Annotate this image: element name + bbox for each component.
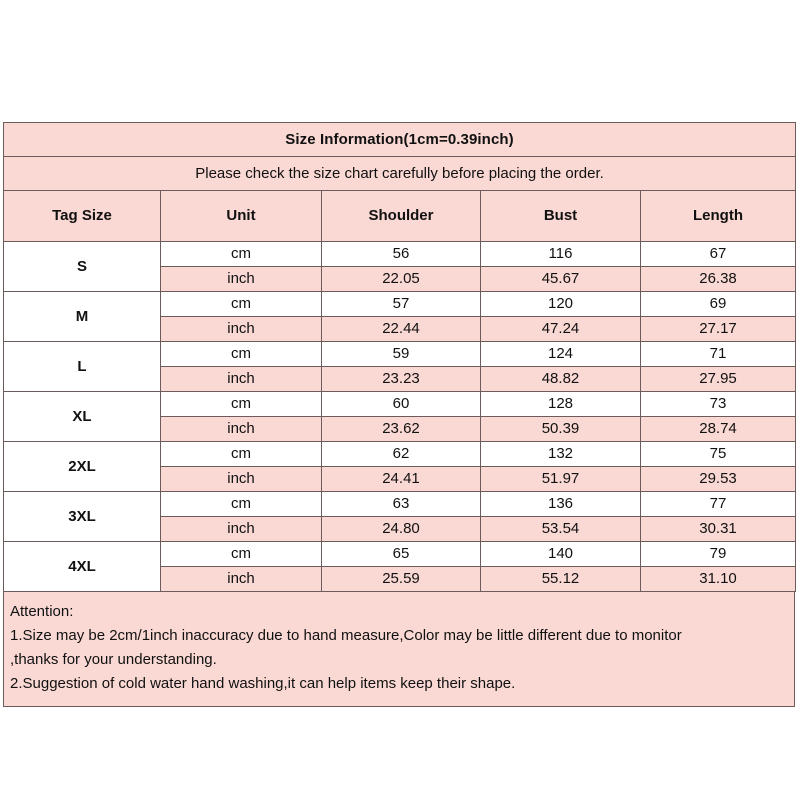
unit-value: inch (161, 467, 322, 492)
size-information-table (3, 122, 796, 592)
bust-value: 51.97 (481, 467, 641, 492)
length-value: 30.31 (641, 517, 796, 542)
column-header-unit: Unit (161, 191, 322, 242)
bust-value: 136 (481, 492, 641, 517)
shoulder-value: 24.41 (322, 467, 481, 492)
attention-heading: Attention: (10, 603, 74, 620)
unit-value: cm (161, 292, 322, 317)
length-value: 27.95 (641, 367, 796, 392)
length-value: 73 (641, 392, 796, 417)
column-header-shoulder: Shoulder (322, 191, 481, 242)
chart-title: Size Information(1cm=0.39inch) (4, 123, 796, 157)
shoulder-value: 22.44 (322, 317, 481, 342)
length-value: 26.38 (641, 267, 796, 292)
shoulder-value: 23.23 (322, 367, 481, 392)
bust-value: 53.54 (481, 517, 641, 542)
unit-value: cm (161, 492, 322, 517)
attention-line-2: ,thanks for your understanding. (10, 651, 217, 668)
shoulder-value: 60 (322, 392, 481, 417)
unit-value: cm (161, 242, 322, 267)
shoulder-value: 59 (322, 342, 481, 367)
length-value: 69 (641, 292, 796, 317)
unit-value: inch (161, 517, 322, 542)
attention-line-1: 1.Size may be 2cm/1inch inaccuracy due to hand measure,Color may be little different due to monitor (10, 627, 682, 644)
attention-line-3: 2.Suggestion of cold water hand washing,it can help items keep their shape. (10, 675, 516, 692)
shoulder-value: 22.05 (322, 267, 481, 292)
table-row (4, 492, 796, 517)
bust-value: 50.39 (481, 417, 641, 442)
length-value: 27.17 (641, 317, 796, 342)
unit-value: inch (161, 367, 322, 392)
shoulder-value: 63 (322, 492, 481, 517)
shoulder-value: 62 (322, 442, 481, 467)
shoulder-value: 25.59 (322, 567, 481, 592)
table-row (4, 392, 796, 417)
length-value: 31.10 (641, 567, 796, 592)
tag-size-value: 3XL (4, 492, 161, 542)
bust-value: 132 (481, 442, 641, 467)
unit-value: inch (161, 567, 322, 592)
shoulder-value: 57 (322, 292, 481, 317)
title-row (4, 123, 796, 157)
tag-size-value: 2XL (4, 442, 161, 492)
table-row (4, 242, 796, 267)
unit-value: inch (161, 267, 322, 292)
subtitle-row (4, 157, 796, 191)
bust-value: 140 (481, 542, 641, 567)
length-value: 28.74 (641, 417, 796, 442)
table-row (4, 292, 796, 317)
unit-value: cm (161, 392, 322, 417)
shoulder-value: 56 (322, 242, 481, 267)
unit-value: cm (161, 542, 322, 567)
table-row (4, 342, 796, 367)
tag-size-value: XL (4, 392, 161, 442)
unit-value: inch (161, 417, 322, 442)
table-row (4, 442, 796, 467)
length-value: 67 (641, 242, 796, 267)
bust-value: 120 (481, 292, 641, 317)
shoulder-value: 23.62 (322, 417, 481, 442)
length-value: 75 (641, 442, 796, 467)
unit-value: inch (161, 317, 322, 342)
column-header-tag-size: Tag Size (4, 191, 161, 242)
length-value: 71 (641, 342, 796, 367)
attention-block (3, 592, 795, 707)
tag-size-value: 4XL (4, 542, 161, 592)
bust-value: 47.24 (481, 317, 641, 342)
bust-value: 116 (481, 242, 641, 267)
bust-value: 124 (481, 342, 641, 367)
column-header-bust: Bust (481, 191, 641, 242)
tag-size-value: M (4, 292, 161, 342)
bust-value: 48.82 (481, 367, 641, 392)
tag-size-value: S (4, 242, 161, 292)
chart-subtitle: Please check the size chart carefully before placing the order. (4, 157, 796, 191)
column-header-length: Length (641, 191, 796, 242)
size-chart-container (3, 122, 795, 692)
length-value: 79 (641, 542, 796, 567)
unit-value: cm (161, 442, 322, 467)
bust-value: 128 (481, 392, 641, 417)
length-value: 29.53 (641, 467, 796, 492)
shoulder-value: 24.80 (322, 517, 481, 542)
tag-size-value: L (4, 342, 161, 392)
bust-value: 45.67 (481, 267, 641, 292)
bust-value: 55.12 (481, 567, 641, 592)
shoulder-value: 65 (322, 542, 481, 567)
table-row (4, 542, 796, 567)
column-header-row (4, 191, 796, 242)
size-table-body (4, 123, 796, 592)
length-value: 77 (641, 492, 796, 517)
unit-value: cm (161, 342, 322, 367)
